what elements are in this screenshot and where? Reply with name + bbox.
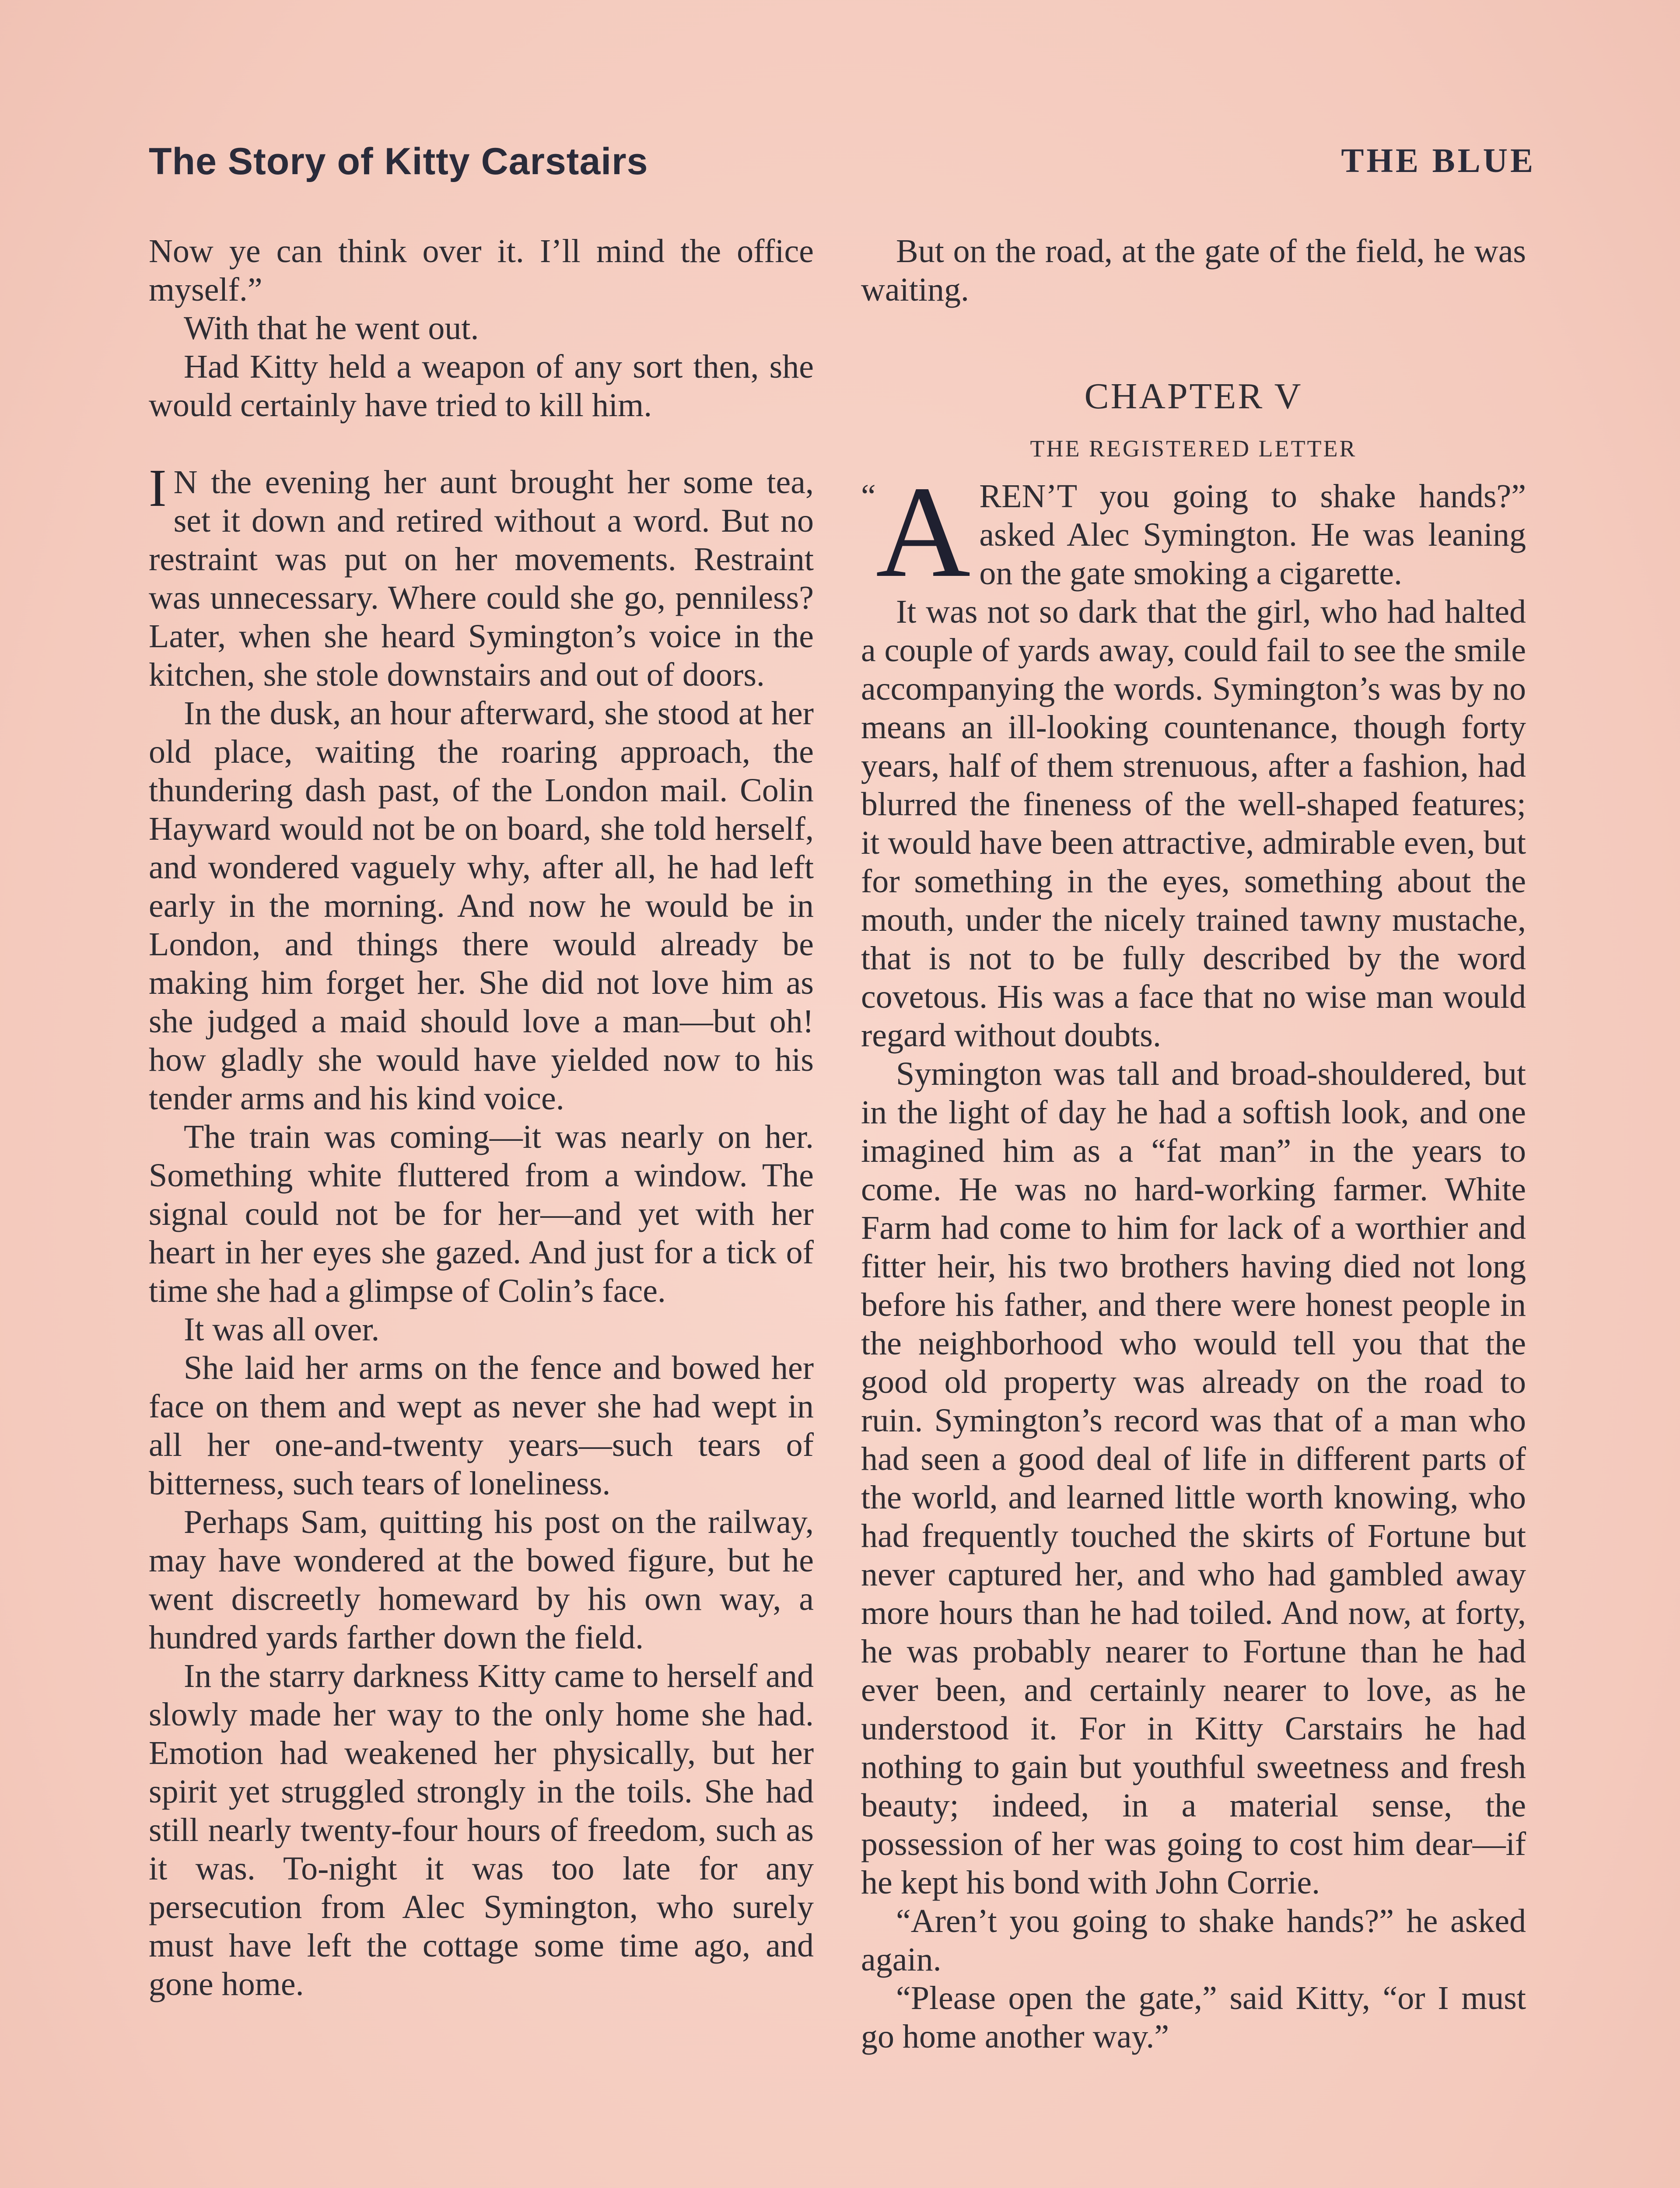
chapter-title: CHAPTER V <box>1084 376 1303 417</box>
paragraph: With that he went out. <box>184 310 479 347</box>
magazine-name: THE BLUE <box>1341 141 1536 179</box>
chapter-subtitle: THE REGISTERED LETTER <box>1030 435 1357 462</box>
paragraph: Symington was tall and broad-shouldered, but in the light of day he had a softish look, and one imagined him as a “fat man” in the years to come. He was no hard-working farmer. White Farm had come to him for lack of a worthier and fitter heir, his two brothers having died not long before his father, and there were honest people in the neighborhood who would tell you that the good old property was already on the road to ruin. Symington’s record was that of a man who had seen a good deal of life in different parts of the world, and learned little worth knowing, who had frequently touched the skirts of Fortune but never captured her, and who had gambled away more hours than he had toiled. And now, at forty, he was probably nearer to Fortune than he had ever been, and certainly nearer to love, as he understood it. For in Kitty Carstairs he had nothing to gain but youthful sweetness and fresh beauty; indeed, in a material sense, the possession of her was going to cost him dear—if he kept his bond with John Corrie. <box>861 1055 1526 1901</box>
paragraph: It was not so dark that the girl, who had halted a couple of yards away, could fail to see the smile accompanying the words. Symington’s was by no means an ill-looking countenance, though forty years, half of them strenuous, after a fashion, had blurred the fineness of the well-shaped features; it would have been attractive, admirable even, but for something in the eyes, something about the mouth, under the nicely trained tawny mustache, that is not to be fully described by the word covetous. His was a face that no wise man would regard without doubts. <box>861 593 1526 1054</box>
story-title: The Story of Kitty Carstairs <box>149 140 648 182</box>
paragraph: Perhaps Sam, quitting his post on the railway, may have wondered at the bowed figure, but he went discreetly homeward by his own way, a hundred yards farther down the field. <box>149 1504 814 1656</box>
paragraph: It was all over. <box>184 1311 380 1348</box>
paragraph: Had Kitty held a weapon of any sort then, she would certainly have tried to kill him. <box>149 348 814 424</box>
paragraph: In the dusk, an hour afterward, she stood at her old place, waiting the roaring approach, the thundering dash past, of the London mail. Colin Hayward would not be on board, she told herself, and wondered vaguely why, after all, he had left early in the morning. And now he would be in London, and things there would already be making him forget her. She did not love him as she judged a maid should love a man—but oh! how gladly she would have yielded now to his tender arms and his kind voice. <box>149 695 814 1117</box>
paragraph: But on the road, at the gate of the field, he was waiting. <box>861 233 1526 308</box>
left-column <box>149 232 814 2003</box>
paragraph: “Aren’t you going to shake hands?” he asked again. <box>861 1903 1526 1978</box>
paragraph: Now ye can think over it. I’ll mind the office myself.” <box>149 233 814 308</box>
section-opening-paragraph <box>149 459 814 694</box>
paragraph: She laid her arms on the fence and bowed her face on them and wept as never she had wept in all her one-and-twenty years—such tears of bitterness, such tears of loneliness. <box>149 1350 814 1502</box>
running-head <box>149 131 1536 193</box>
paragraph-text: N the evening her aunt brought her some tea, set it down and retired without a word. But no restraint was put on her movements. Restraint was unnecessary. Where could she go, penniless? Later, when she heard Symington’s voice in the kitchen, she stole downstairs and out of doors. <box>149 464 814 693</box>
paragraph: In the starry darkness Kitty came to herself and slowly made her way to the only home she had. Emotion had weakened her physically, but her spirit yet struggled strongly in the toils. She had still nearly twenty-four hours of freedom, such as it was. To-night it was too late for any persecution from Alec Symington, who surely must have left the cottage some time ago, and gone home. <box>149 1658 814 2002</box>
paragraph: “Please open the gate,” said Kitty, “or I must go home another way.” <box>861 1980 1526 2055</box>
right-column <box>861 232 1526 2056</box>
chapter-heading <box>861 375 1526 464</box>
paragraph: The train was coming—it was nearly on her. Something white fluttered from a window. The signal could not be for her—and yet with her heart in her eyes she gazed. And just for a tick of time she had a glimpse of Colin’s face. <box>149 1119 814 1309</box>
drop-cap: I <box>149 459 167 518</box>
paragraph-text: REN’T you going to shake hands?” asked Alec Symington. He was leaning on the gate smoking a cigarette. <box>979 478 1526 592</box>
opening-quote: “ <box>861 478 876 515</box>
drop-cap: A <box>875 459 971 604</box>
chapter-opening-paragraph <box>861 459 1526 604</box>
